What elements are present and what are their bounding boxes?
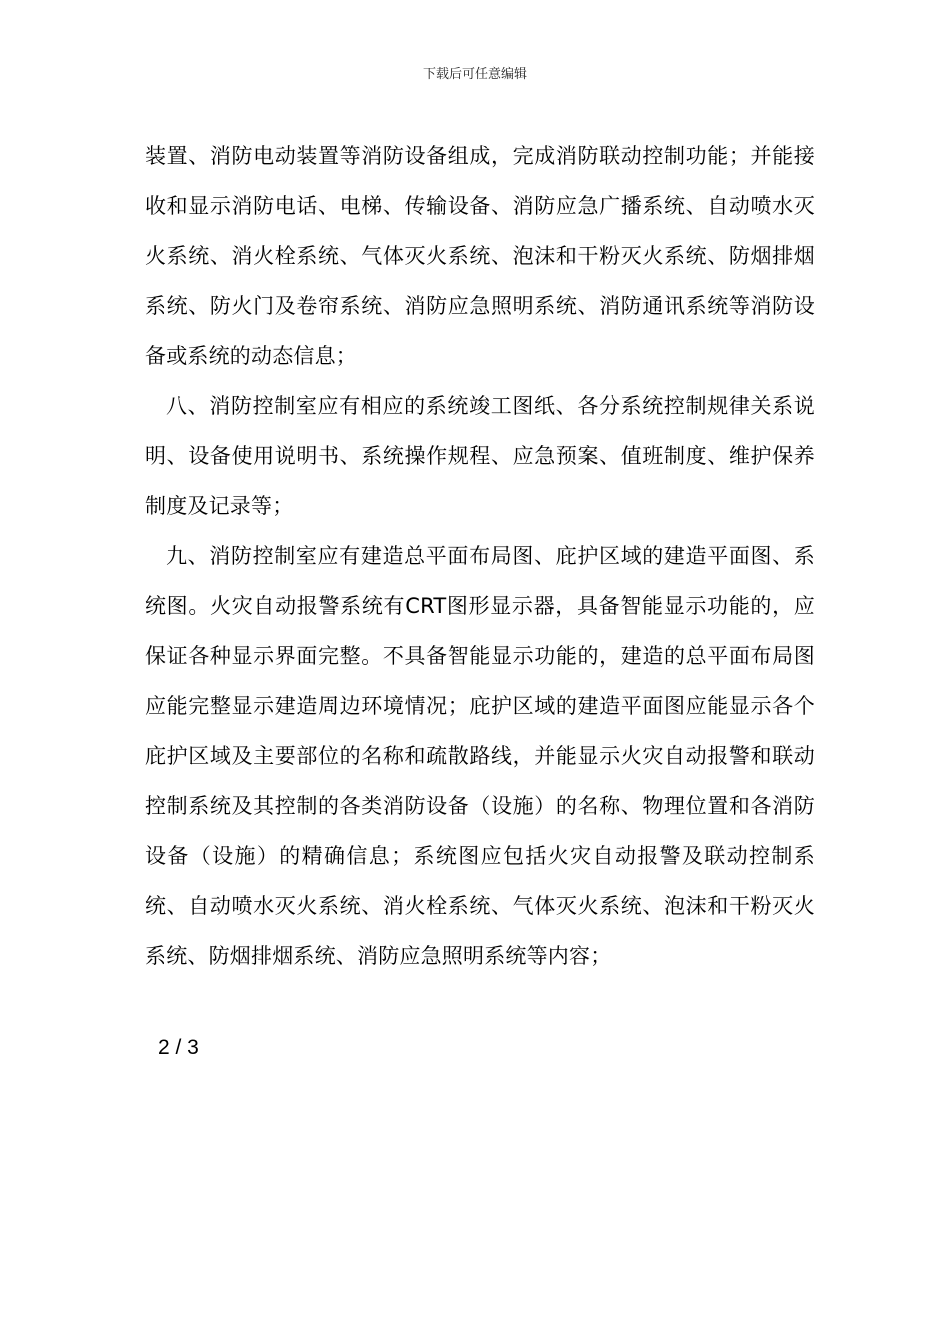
paragraph-item-8: 八、消防控制室应有相应的系统竣工图纸、各分系统控制规律关系说明、设备使用说明书、系统操作规程、应急预案、值班制度、维护保养制度及记录等； — [145, 394, 815, 518]
paragraph-item-9: 九、消防控制室应有建造总平面布局图、庇护区域的建造平面图、系统图。火灾自动报警系统有CRT图形显示器，具备智能显示功能的，应保证各种显示界面完整。不具备智能显示功能的，建造的总平面布局图应能完整显示建造周边环境情况；庇护区域的建造平面图应能显示各个庇护区域及主要部位的名称和疏散路线，并能显示火灾自动报警和联动控制系统及其控制的各类消防设备（设施）的名称、物理位置和各消防设备（设施）的精确信息；系统图应包括火灾自动报警及联动控制系统、自动喷水灭火系统、消火栓系统、气体灭火系统、泡沫和干粉灭火系统、防烟排烟系统、消防应急照明系统等内容； — [145, 544, 815, 968]
page-header: 下载后可任意编辑 — [422, 67, 527, 82]
paragraph-continuation: 装置、消防电动装置等消防设备组成，完成消防联动控制功能；并能接收和显示消防电话、电梯、传输设备、消防应急广播系统、自动喷水灭火系统、消火栓系统、气体灭火系统、泡沫和干粉灭火系统、防烟排烟系统、防火门及卷帘系统、消防应急照明系统、消防通讯系统等消防设备或系统的动态信息； — [145, 144, 815, 368]
page-number: 2 / 3 — [158, 1036, 199, 1059]
document-body — [145, 131, 815, 981]
